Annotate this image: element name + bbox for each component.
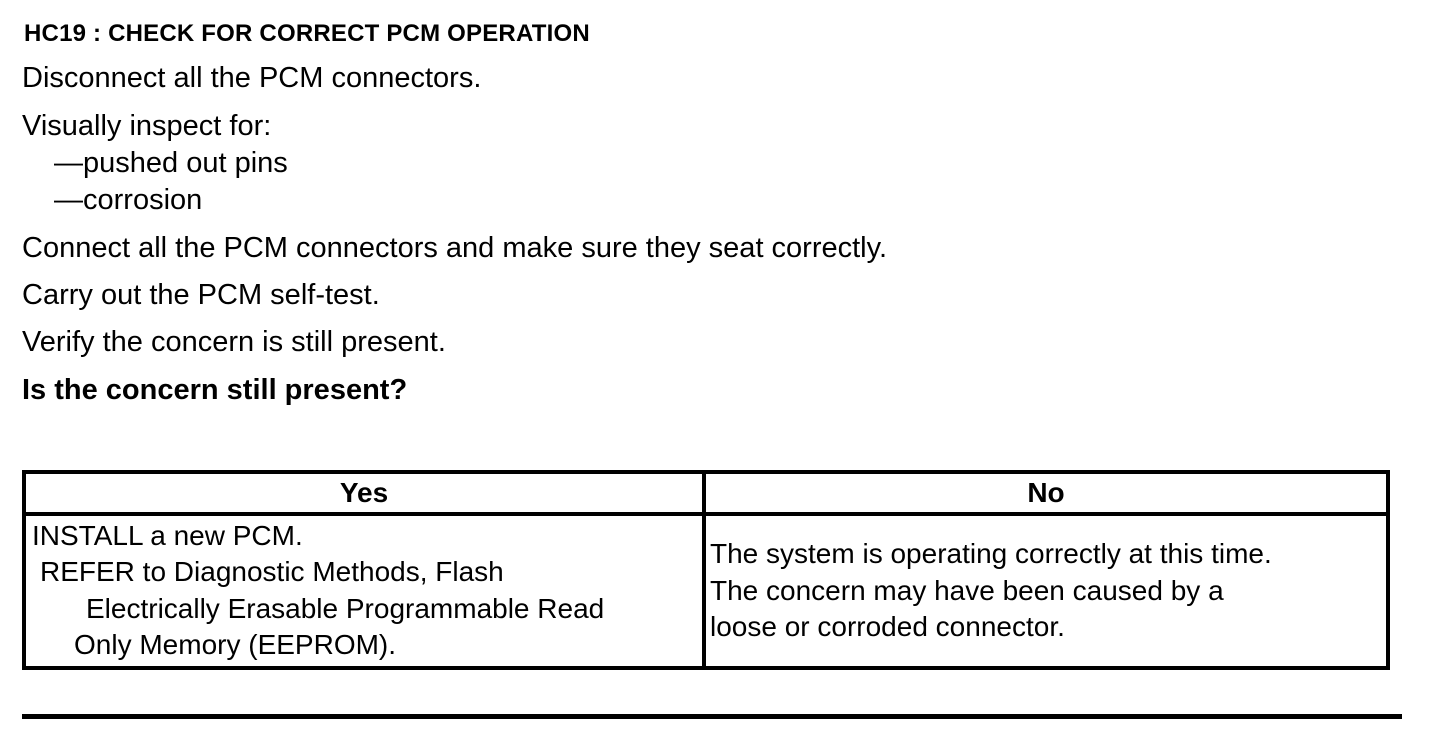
inspect-item-corrosion: —corrosion: [54, 184, 203, 216]
no-header: No: [704, 472, 1388, 514]
bottom-rule: [22, 714, 1402, 719]
yes-no-table: [22, 470, 1390, 670]
table-header-row: [24, 472, 1388, 514]
yes-line-refer: REFER to Diagnostic Methods, Flash: [40, 556, 504, 588]
step-selftest: Carry out the PCM self-test.: [22, 279, 380, 311]
yes-line-install: INSTALL a new PCM.: [32, 520, 303, 551]
inspect-item-pins: —pushed out pins: [54, 147, 288, 179]
yes-header: Yes: [24, 472, 704, 514]
yes-line-eeprom-1: Electrically Erasable Programmable Read: [86, 592, 605, 624]
step-inspect: Visually inspect for:: [22, 110, 272, 142]
yes-cell: [24, 514, 704, 668]
step-disconnect: Disconnect all the PCM connectors.: [22, 62, 482, 94]
no-line-3: loose or corroded connector.: [710, 610, 1065, 642]
step-verify: Verify the concern is still present.: [22, 326, 446, 358]
page-heading: HC19 : CHECK FOR CORRECT PCM OPERATION: [24, 20, 590, 47]
question: Is the concern still present?: [22, 374, 408, 406]
no-cell: [704, 514, 1388, 668]
yes-line-eeprom-2: Only Memory (EEPROM).: [74, 629, 397, 661]
no-line-1: The system is operating correctly at this time.: [710, 538, 1272, 570]
no-line-2: The concern may have been caused by a: [710, 574, 1224, 606]
table-row: [24, 514, 1388, 668]
step-connect: Connect all the PCM connectors and make sure they seat correctly.: [22, 232, 888, 264]
